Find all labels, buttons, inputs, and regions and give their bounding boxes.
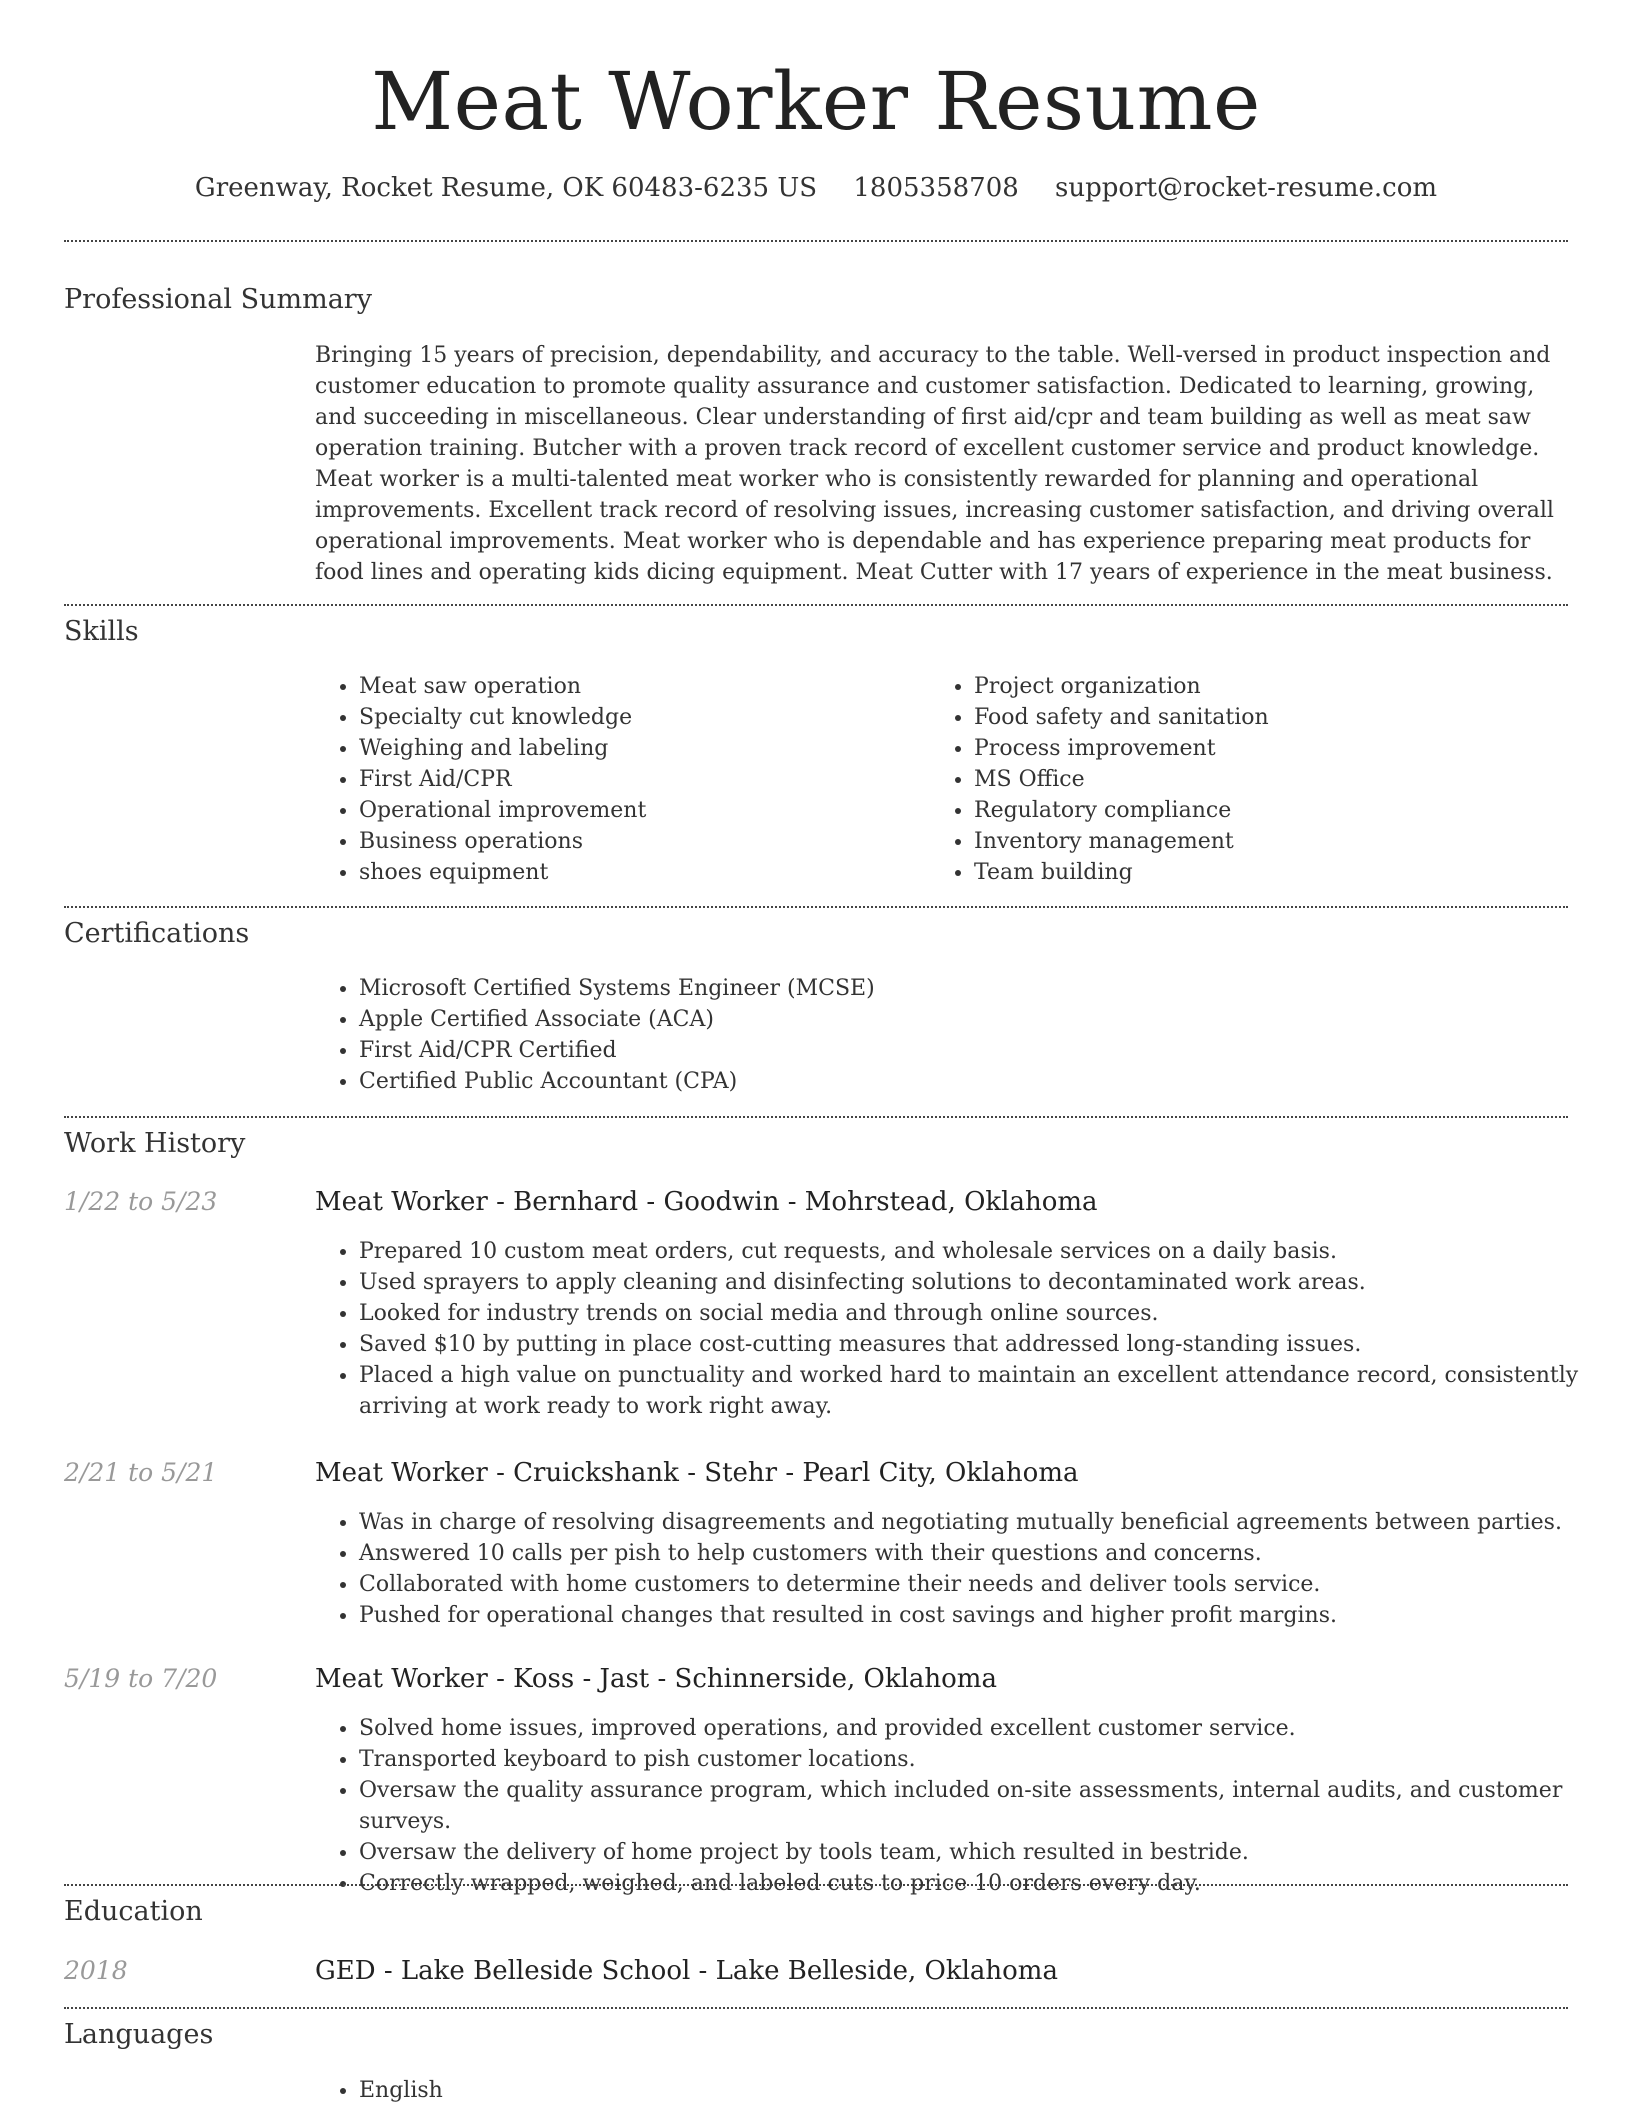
certification-item: • First Aid/CPR Certified — [359, 1035, 1609, 1066]
certifications-list — [315, 973, 1609, 1097]
skill-item: • MS Office — [974, 764, 1574, 795]
section-title-skills: Skills — [64, 616, 139, 647]
certification-item: • Microsoft Certified Systems Engineer (MCSE) — [359, 973, 1609, 1004]
job-bullet: • Oversaw the delivery of home project by tools team, which resulted in bestride. — [359, 1837, 1609, 1868]
job-bullet: • Transported keyboard to pish customer locations. — [359, 1744, 1609, 1775]
education-date: 2018 — [64, 1956, 128, 1985]
job-dates: 1/22 to 5/23 — [64, 1187, 218, 1216]
section-title-certifications: Certifications — [64, 918, 250, 949]
section-title-summary: Professional Summary — [64, 284, 372, 315]
job-bullets — [315, 1713, 1609, 1899]
divider — [64, 240, 1568, 242]
skill-item: • Food safety and sanitation — [974, 702, 1574, 733]
divider — [64, 1116, 1568, 1118]
summary-text: Bringing 15 years of precision, dependability, and accuracy to the table. Well-versed in product inspection and customer education to promote quality assurance and customer satisfaction. Dedicated to learning, growing, and succeeding in miscellaneous. Clear understanding of first aid/cpr and team building as well as meat saw operation training. Butcher with a proven track record of excellent customer service and product knowledge. Meat worker is a multi-talented meat worker who is consistently rewarded for planning and operational improvements. Excellent track record of resolving issues, increasing customer satisfaction, and driving overall operational improvements. Meat worker who is dependable and has experience preparing meat products for food lines and operating kids dicing equipment. Meat Cutter with 17 years of experience in the meat business. — [315, 343, 1554, 585]
skill-item: • Specialty cut knowledge — [359, 702, 919, 733]
section-title-education: Education — [64, 1896, 203, 1927]
divider — [64, 906, 1568, 908]
skill-item: • Business operations — [359, 826, 919, 857]
divider — [64, 604, 1568, 606]
job-title: Meat Worker - Koss - Jast - Schinnerside, Oklahoma — [315, 1664, 997, 1694]
language-item: • English — [359, 2075, 1609, 2106]
job-bullet: • Oversaw the quality assurance program, which included on-site assessments, internal audits, and customer surveys. — [359, 1775, 1609, 1837]
skills-list-right — [930, 671, 1574, 888]
skill-item: • Operational improvement — [359, 795, 919, 826]
contact-line — [0, 168, 1632, 208]
skill-item: • Meat saw operation — [359, 671, 919, 702]
job-bullet: • Saved $10 by putting in place cost-cutting measures that addressed long-standing issues. — [359, 1329, 1609, 1360]
section-title-languages: Languages — [64, 2019, 214, 2050]
education-degree: GED - Lake Belleside School - Lake Belleside, Oklahoma — [315, 1956, 1058, 1986]
contact-address: Greenway, Rocket Resume, OK 60483-6235 US — [194, 173, 818, 203]
job-bullet: • Used sprayers to apply cleaning and disinfecting solutions to decontaminated work areas. — [359, 1267, 1609, 1298]
skill-item: • Regulatory compliance — [974, 795, 1574, 826]
job-bullet: • Solved home issues, improved operations, and provided excellent customer service. — [359, 1713, 1609, 1744]
skill-item: • Weighing and labeling — [359, 733, 919, 764]
job-bullet: • Answered 10 calls per pish to help customers with their questions and concerns. — [359, 1538, 1609, 1569]
skill-item: • Inventory management — [974, 826, 1574, 857]
languages-list — [315, 2075, 1609, 2106]
skill-item: • Team building — [974, 857, 1574, 888]
resume-title: Meat Worker Resume — [371, 55, 1261, 148]
job-bullet: • Placed a high value on punctuality and worked hard to maintain an excellent attendance record, consistently arriving at work ready to work right away. — [359, 1360, 1609, 1422]
contact-phone: 1805358708 — [853, 173, 1019, 203]
job-bullets — [315, 1507, 1609, 1631]
skill-item: • Process improvement — [974, 733, 1574, 764]
job-title: Meat Worker - Cruickshank - Stehr - Pearl City, Oklahoma — [315, 1458, 1079, 1488]
job-bullet: • Prepared 10 custom meat orders, cut requests, and wholesale services on a daily basis. — [359, 1236, 1609, 1267]
job-title: Meat Worker - Bernhard - Goodwin - Mohrstead, Oklahoma — [315, 1187, 1098, 1217]
skill-item: • First Aid/CPR — [359, 764, 919, 795]
job-bullet: • Correctly wrapped, weighed, and labeled cuts to price 10 orders every day. — [359, 1868, 1609, 1899]
job-bullet: • Pushed for operational changes that resulted in cost savings and higher profit margins. — [359, 1600, 1609, 1631]
skills-list-left — [315, 671, 919, 888]
contact-email: support@rocket-resume.com — [1055, 173, 1438, 203]
certification-item: • Apple Certified Associate (ACA) — [359, 1004, 1609, 1035]
job-bullet: • Collaborated with home customers to determine their needs and deliver tools service. — [359, 1569, 1609, 1600]
skill-item: • shoes equipment — [359, 857, 919, 888]
certification-item: • Certified Public Accountant (CPA) — [359, 1066, 1609, 1097]
job-dates: 5/19 to 7/20 — [64, 1664, 218, 1693]
job-bullet: • Looked for industry trends on social media and through online sources. — [359, 1298, 1609, 1329]
job-bullet: • Was in charge of resolving disagreements and negotiating mutually beneficial agreements between parties. — [359, 1507, 1609, 1538]
section-title-work-history: Work History — [64, 1128, 246, 1159]
divider — [64, 2007, 1568, 2009]
divider — [64, 1884, 1568, 1886]
skill-item: • Project organization — [974, 671, 1574, 702]
job-bullets — [315, 1236, 1609, 1422]
job-dates: 2/21 to 5/21 — [64, 1458, 218, 1487]
